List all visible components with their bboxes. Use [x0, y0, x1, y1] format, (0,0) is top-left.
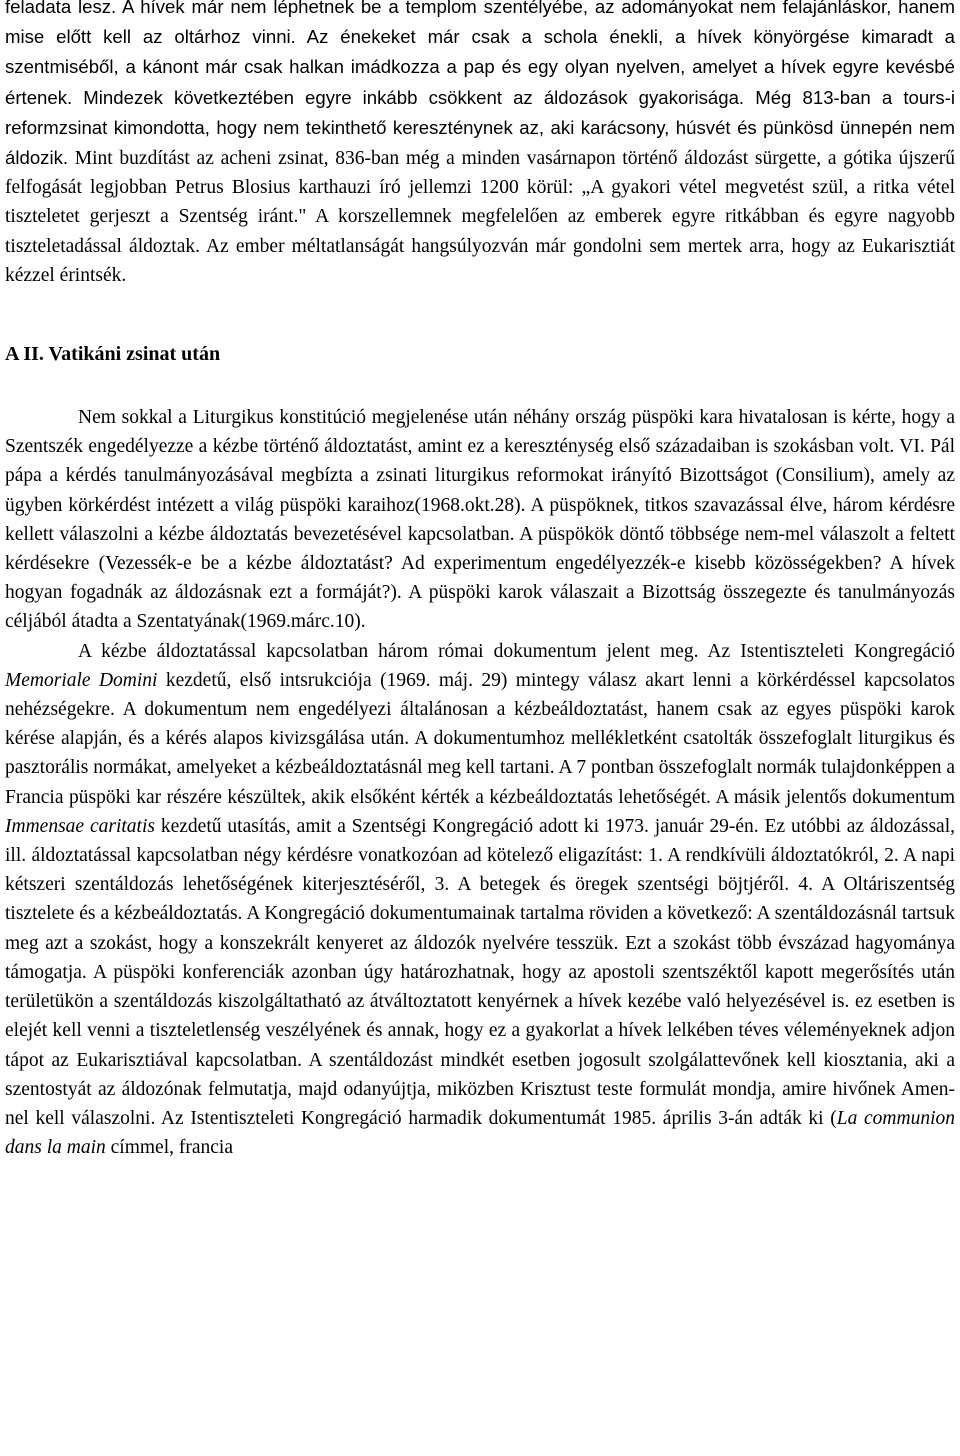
paragraph-consilium: Nem sokkal a Liturgikus konstitúció megjelenése után néhány ország püspöki kara hivatalosan is kérte, hogy a Szentszék engedélyezze a kézbe történő áldoztatást, amint ez a kereszténység első századaiban is szokásban volt. VI. Pál pápa a kérdés tanulmányozásával megbízta a zsinati liturgikus reformokat irányító Bizottságot (Consilium), amely az ügyben körkérdést intézett a világ püspöki karaihoz(1968.okt.28). A püspöknek, titkos szavazással élve, három kérdésre kellett válaszolni a kézbe áldoztatás bevezetésével kapcsolatban. A püspökök döntő többsége nem-mel válaszolt a feltett kérdésekre (Vezessék-e be a kézbe áldoztatást? Ad experimentum engedélyezzék-e kisebb közösségekben? A hívek hogyan fogadnák az áldozásnak ezt a formáját?). A püspöki karok válaszait a Bizottság összegezte és tanulmányozás céljából átadta a Szentatyának(1969.márc.10). [5, 407, 955, 633]
text-run: A kézbe áldoztatással kapcsolatban három római dokumentum jelent meg. Az Istentiszteleti Kongregáció [78, 640, 955, 662]
text-run: kezdetű, első intsrukciója (1969. máj. 29) mintegy válasz akart lenni a körkérdéssel kapcsolatos nehézségekre. A dokumentum nem engedélyezi általánosan a kézbeáldoztatást, hanem csak az egyes püspöki karok kérése alapján, és a kérés alapos kivizsgálása után. A dokumentumhoz mellékletként csatolták összefoglalt liturgikus és pasztorális normákat, amelyeket a kézbeáldoztatásnál meg kell tartani. A 7 pontban összefoglalt normák tulajdonképpen a Francia püspöki kar részére készültek, akik elsőként kérték a kézbeáldoztatás lehetőségét. A másik jelentős dokumentum [5, 669, 955, 808]
title-immensae-caritatis: Immensae caritatis [5, 815, 155, 837]
intro-serif-text: Mint buzdítást az acheni zsinat, 836-ban még a minden vasárnapon történő áldozást sürgette, a gótika újszerű felfogását legjobban Petrus Blosius karthauzi író jellemzi 1200 körül: „A gyakori vétel megvetést szül, a ritka vétel tiszteletet gerjeszt a Szentség iránt." A korszellemnek megfelelően az emberek egyre ritkábban és egyre nagyobb tiszteletadással áldoztak. Az ember méltatlanságát hangsúlyozván már gondolni sem mertek arra, hogy az Eukarisztiát kézzel érintsék. [5, 148, 955, 286]
text-run: címmel, francia [105, 1137, 233, 1159]
spacer [5, 369, 955, 403]
title-memoriale-domini: Memoriale Domini [5, 669, 158, 691]
intro-sans-text: feladata lesz. A hívek már nem léphetnek be a templom szentélyébe, az adományokat nem felajánláskor, hanem mise előtt kell az oltárhoz vinni. Az énekeket már csak a schola énekli, a hívek könyörgése kimaradt a szentmiséből, a kánont már csak halkan imádkozza a pap és egy olyan nyelven, amelyet a hívek egyre kevésbé értenek. Mindezek következtében egyre inkább csökkent az áldozások gyakorisága. Még 813-ban a tours-i reformzsinat kimondotta, hogy nem tekinthető kereszténynek az, aki karácsony, húsvét és pünkösd ünnepén nem áldozik. [5, 0, 955, 169]
paragraph-roman-documents [5, 637, 955, 1163]
title-la-communion: La communion dans la main [5, 1107, 955, 1159]
intro-paragraph [5, 0, 955, 290]
section-heading: A II. Vatikáni zsinat után [5, 343, 221, 366]
text-run: kezdetű utasítás, amit a Szentségi Kongregáció adott ki 1973. január 29-én. Ez utóbbi az áldozással, ill. áldoztatással kapcsolatban négy kérdésre vonatkozóan ad kötelező eligazítást: 1. A rendkívüli áldoztatókról, 2. A napi kétszeri szentáldozás lehetőségének kiterjesztéséről, 3. A betegek és öregek szentségi böjtjéről. 4. A Oltáriszentség tisztelete és a kézbeáldoztatás. A Kongregáció dokumentumainak tartalma röviden a következő: A szentáldozásnál tartsuk meg azt a szokást, hogy a konszekrált kenyeret az áldozók nyelvére tesszük. Ezt a szokást több évszázad hagyománya támogatja. A püspöki konferenciák azonban úgy határozhatnak, hogy az apostoli szentszéktől kapott megerősítés után területükön a szentáldozás kiszolgáltatható az átváltoztatott kenyérnek a hívek kezébe való helyezésével is. ez esetben is elejét kell venni a tiszteletlenség veszélyének és annak, hogy ez a gyakorlat a hívek lelkében téves véleményeknek adjon tápot az Eukarisztiával kapcsolatban. A szentáldozást mindkét esetben jogosult szolgálattevőnek kell kiosztania, aki a szentostyát az áldozónak felmutatja, majd odanyújtja, miközben Krisztust teste formulát mondja, amire hivőnek Amen-nel kell válaszolni. Az Istentiszteleti Kongregáció harmadik dokumentumát 1985. április 3-án adták ki ( [5, 815, 955, 1129]
